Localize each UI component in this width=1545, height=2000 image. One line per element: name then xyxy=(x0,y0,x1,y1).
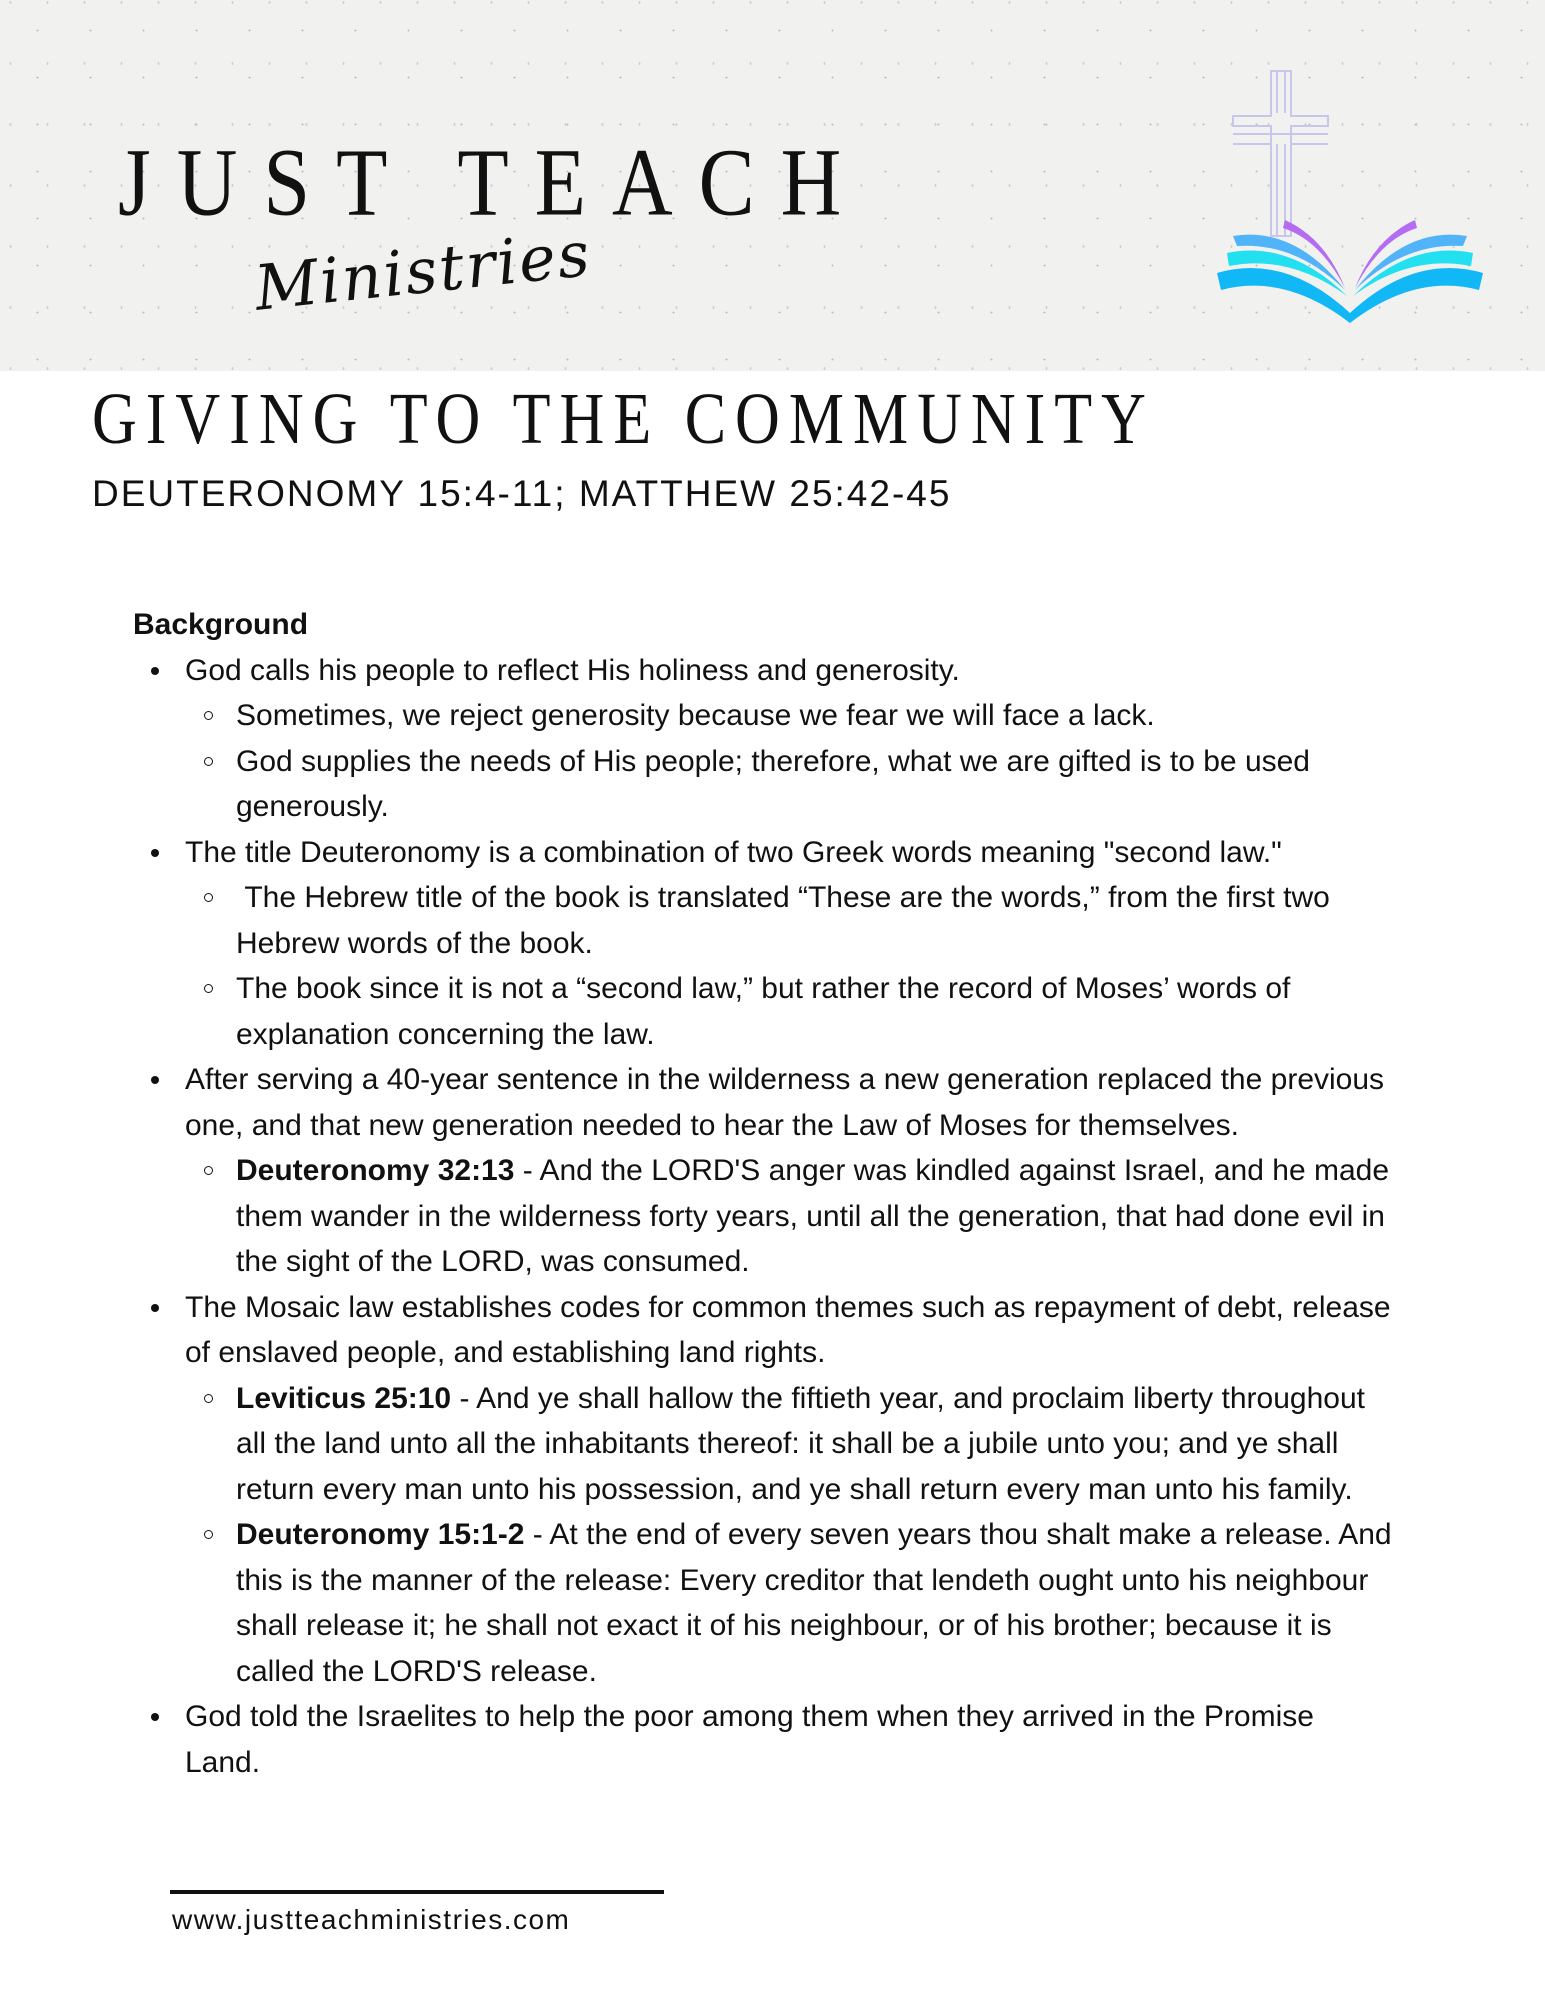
list-item-text: The Hebrew title of the book is translated “These are the words,” from the first two Hebrew words of the book. xyxy=(236,881,1339,960)
verse-reference: Deuteronomy 15:1-2 xyxy=(236,1518,525,1551)
sub-list-item xyxy=(185,966,1395,1057)
logo-script: Ministries xyxy=(251,216,595,325)
list-item-text: After serving a 40-year sentence in the wilderness a new generation replaced the previous one, and that new generation needed to hear the Law of Moses for themselves. xyxy=(185,1063,1385,1142)
sub-list-item xyxy=(185,875,1395,966)
header-banner xyxy=(0,0,1545,371)
scripture-reference: DEUTERONOMY 15:4-11; MATTHEW 25:42-45 xyxy=(92,473,952,514)
verse-reference: Deuteronomy 32:13 xyxy=(236,1154,515,1187)
list-item xyxy=(133,1057,1395,1285)
list-item xyxy=(133,1285,1395,1695)
verse-text: - And ye shall hallow the fiftieth year, and proclaim liberty throughout all the land unto all the inhabitants thereof: it shall be a jubile unto you; and ye shall return every man unto his possession, and ye shall return every man unto his family. xyxy=(236,1381,1365,1506)
bullet-list xyxy=(133,648,1395,1786)
list-item-text: Sometimes, we reject generosity because we fear we will face a lack. xyxy=(236,699,1155,732)
sub-list-item xyxy=(185,1148,1395,1285)
list-item xyxy=(133,1694,1395,1785)
sub-list-item xyxy=(185,739,1395,830)
verse-text: - And the LORD'S anger was kindled against Israel, and he made them wander in the wilderness forty years, until all the generation, that had done evil in the sight of the LORD, was consumed. xyxy=(236,1154,1390,1278)
list-item-text: The title Deuteronomy is a combination of two Greek words meaning "second law." xyxy=(185,835,1282,869)
cross-bible-icon xyxy=(1215,68,1485,323)
sub-list-item xyxy=(185,1512,1395,1694)
website-url[interactable]: www.justteachministries.com xyxy=(172,1904,571,1935)
list-item-text: The book since it is not a “second law,” but rather the record of Moses’ words of explanation concerning the law. xyxy=(236,972,1291,1051)
content-body xyxy=(133,602,1395,1785)
list-item-text: God supplies the needs of His people; therefore, what we are gifted is to be used generously. xyxy=(236,744,1310,823)
list-item-text: God calls his people to reflect His holiness and generosity. xyxy=(185,653,960,687)
footer-divider xyxy=(170,1890,664,1894)
list-item-text: The Mosaic law establishes codes for common themes such as repayment of debt, release of enslaved people, and establishing land rights. xyxy=(185,1290,1391,1369)
list-item-text: God told the Israelites to help the poor among them when they arrived in the Promise Land. xyxy=(185,1700,1314,1779)
list-item xyxy=(133,830,1395,1058)
page-title: GIVING TO THE COMMUNITY xyxy=(92,379,1155,460)
logo-wordmark: JUST TEACH xyxy=(118,129,868,237)
section-heading: Background xyxy=(133,608,309,641)
list-item xyxy=(133,648,1395,830)
sub-list-item xyxy=(185,693,1395,739)
verse-text: - At the end of every seven years thou shalt make a release. And this is the manner of the release: Every creditor that lendeth ought unto his neighbour shall release it; he shall not exact it of his neighbour, or of his brother; because it is called the LORD'S release. xyxy=(236,1518,1392,1688)
sub-list-item xyxy=(185,1376,1395,1513)
verse-reference: Leviticus 25:10 xyxy=(236,1381,452,1415)
